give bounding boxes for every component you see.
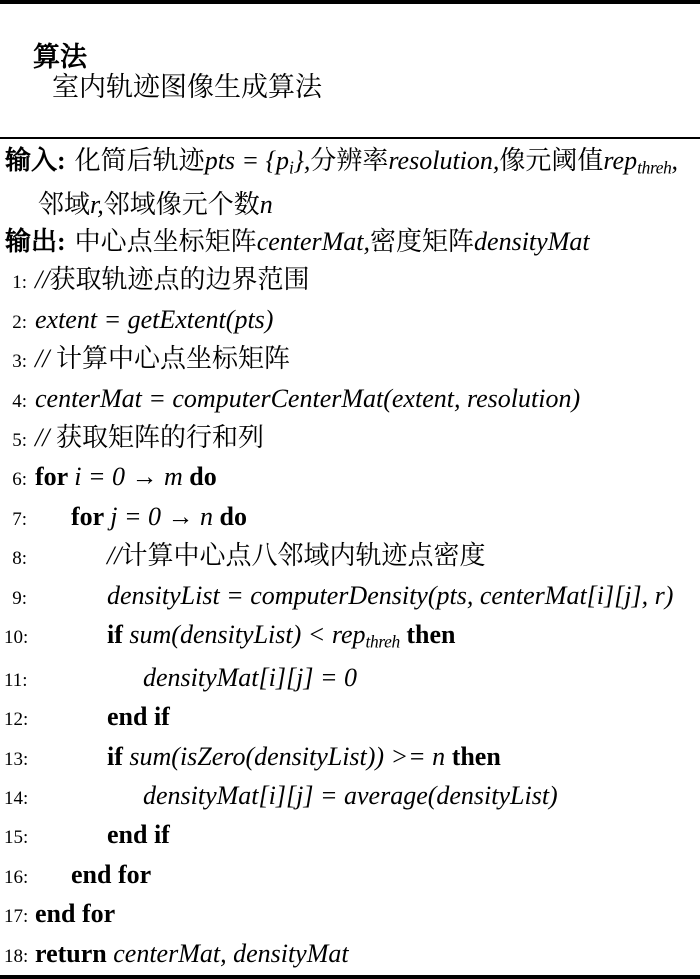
line-content — [35, 499, 247, 535]
code-text-run-math: j = 0 → n — [110, 501, 214, 531]
algo-line — [0, 857, 700, 896]
code-text-run-math: rep — [603, 146, 638, 175]
code-text-run-math: r, — [90, 190, 104, 220]
line-number: 5: — [12, 429, 27, 451]
code-text-run-math: extent = getExtent(pts) — [35, 304, 274, 334]
code-lines — [0, 260, 700, 975]
code-text-run-cjk: 邻域像元个数 — [103, 190, 260, 220]
code-text-run-kw: for — [71, 501, 111, 531]
line-number: 15: — [4, 827, 29, 849]
line-content — [35, 381, 580, 417]
algo-line — [0, 936, 700, 975]
line-number: 4: — [12, 390, 27, 412]
code-text-run-cjk: 像元阈值 — [499, 146, 604, 175]
io-label: 输入: — [5, 146, 66, 175]
code-text-run-cjk: 中心点坐标矩阵 — [74, 227, 257, 257]
code-text-run-math: // — [35, 265, 50, 295]
line-number: 10: — [4, 627, 29, 648]
preamble-text — [38, 190, 273, 219]
preamble-line — [0, 223, 700, 260]
algo-line — [0, 420, 700, 459]
line-content — [35, 420, 264, 456]
line-number: 1: — [12, 272, 27, 294]
code-text-run-math: densityMat[i][j] = 0 — [143, 662, 357, 692]
line-number: 6: — [12, 469, 27, 491]
code-text-run-kw: end for — [71, 859, 152, 889]
algo-line — [0, 341, 700, 380]
line-number: 16: — [4, 866, 29, 888]
line-number: 14: — [4, 787, 29, 809]
line-content — [35, 617, 456, 660]
code-text-run-kw: end if — [107, 820, 170, 850]
code-text-run-math: // — [35, 344, 56, 374]
code-text-run-cjk: 邻域 — [38, 190, 91, 220]
code-text-run-cjk: 分辨率 — [310, 146, 389, 175]
line-number: 3: — [12, 351, 27, 373]
code-text-run-kw: do — [213, 501, 247, 531]
code-text-run-kw: return — [35, 938, 114, 968]
code-text-run-kw: do — [182, 462, 217, 492]
algo-line — [0, 660, 700, 699]
algo-line — [0, 262, 700, 301]
line-content — [35, 262, 309, 298]
code-text-run-cjk: 化简后轨迹 — [74, 146, 205, 175]
algo-line — [0, 499, 700, 538]
line-content — [35, 817, 170, 853]
preamble-text — [75, 227, 590, 256]
code-text-run-math: , — [671, 146, 678, 175]
line-content — [35, 302, 273, 338]
algo-line — [0, 381, 700, 420]
algorithm-label: 算法 — [33, 42, 87, 72]
algo-line — [0, 817, 700, 856]
code-text-run-math: // — [107, 541, 122, 571]
code-text-run-math: densityList = computerDensity(pts, centerMat[i][j], r) — [107, 580, 674, 610]
preamble — [0, 139, 700, 260]
line-content — [35, 459, 217, 495]
code-text-run-math: // — [35, 422, 56, 452]
line-number: 11: — [4, 669, 28, 691]
bottom-rule — [0, 975, 700, 979]
preamble-text — [74, 146, 678, 178]
line-content — [35, 857, 151, 893]
line-content — [35, 538, 485, 574]
line-number: 12: — [4, 709, 29, 731]
code-text-run-math: sum(isZero(densityList)) >= n — [129, 741, 446, 771]
line-number: 18: — [4, 945, 29, 967]
line-content — [35, 699, 170, 735]
algo-line — [0, 739, 700, 778]
code-text-run-math: resolution, — [388, 146, 500, 175]
line-number: 7: — [12, 508, 27, 530]
code-text-run-math: i = 0 → m — [74, 462, 183, 492]
preamble-line — [0, 142, 700, 186]
line-number: 13: — [4, 748, 29, 770]
code-text-run-cjk: 密度矩阵 — [370, 227, 475, 257]
line-number: 9: — [12, 587, 27, 609]
code-text-run-math: n — [259, 190, 273, 220]
code-text-run-cjk: 计算中心点坐标矩阵 — [55, 344, 290, 374]
code-text-run-kw: end for — [35, 899, 116, 929]
algo-line — [0, 896, 700, 935]
line-number: 8: — [12, 548, 27, 570]
line-content — [35, 739, 501, 775]
code-text-run-math: centerMat, densityMat — [113, 938, 349, 968]
code-text-run-kw: then — [445, 741, 501, 771]
code-text-run-math: densityMat[i][j] = average(densityList) — [143, 780, 558, 810]
algo-line — [0, 459, 700, 498]
algo-line — [0, 578, 700, 617]
algo-line — [0, 538, 700, 577]
io-label: 输出: — [5, 227, 66, 257]
line-content — [35, 341, 290, 377]
code-text-run-sub: threh — [365, 631, 400, 652]
code-text-run-kw: end if — [107, 702, 170, 732]
algo-line — [0, 699, 700, 738]
code-text-run-cjk: 获取轨迹点的边界范围 — [49, 265, 310, 295]
code-text-run-math: centerMat = computerCenterMat(extent, resolution) — [35, 383, 581, 413]
code-text-run-math: densityMat — [474, 227, 590, 257]
code-text-run-math: sum(densityList) < rep — [129, 620, 366, 649]
code-text-run-math: pts = {p — [204, 146, 289, 175]
line-content — [35, 896, 115, 932]
line-content — [35, 936, 349, 972]
code-text-run-kw: if — [107, 741, 130, 771]
code-text-run-math: centerMat, — [256, 227, 371, 257]
algo-line — [0, 302, 700, 341]
code-text-run-kw: if — [107, 620, 130, 649]
code-text-run-cjk: 获取矩阵的行和列 — [55, 422, 264, 452]
code-text-run-math: }, — [293, 146, 311, 175]
code-text-run-sub: i — [288, 157, 294, 178]
code-text-run-cjk: 计算中心点八邻域内轨迹点密度 — [121, 541, 486, 571]
algo-line — [0, 617, 700, 660]
line-content — [35, 578, 673, 614]
line-content — [35, 778, 558, 814]
line-content — [35, 660, 357, 696]
code-text-run-kw: for — [35, 462, 75, 492]
preamble-line — [0, 186, 700, 223]
algorithm-title — [0, 4, 700, 137]
algorithm-name: 室内轨迹图像生成算法 — [52, 72, 322, 102]
line-number: 2: — [12, 311, 27, 333]
code-text-run-sub: threh — [637, 157, 672, 178]
code-text-run-kw: then — [399, 620, 456, 649]
line-number: 17: — [4, 906, 29, 928]
algo-line — [0, 778, 700, 817]
